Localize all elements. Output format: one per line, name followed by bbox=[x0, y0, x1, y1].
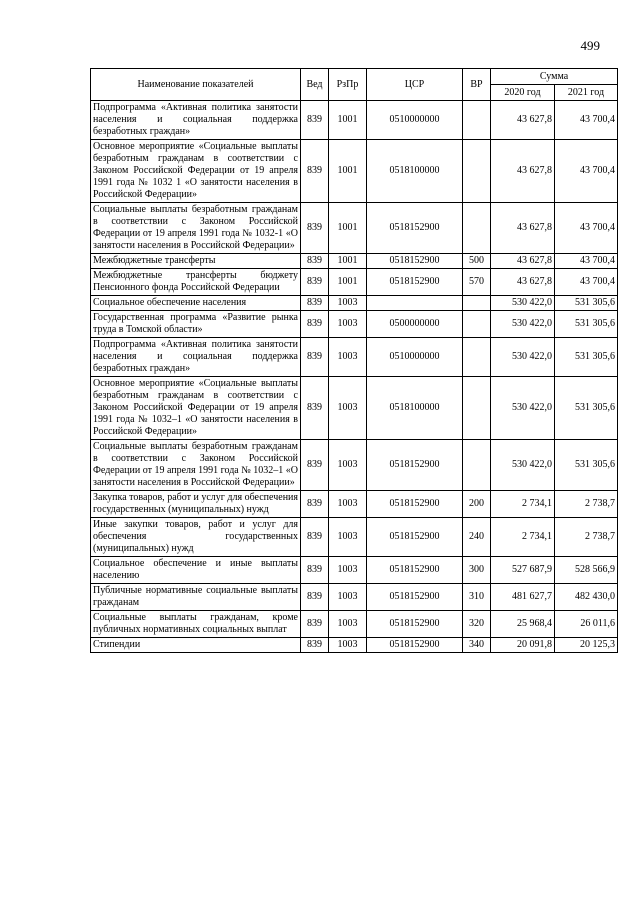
row-csr: 0518152900 bbox=[367, 254, 463, 269]
row-ved: 839 bbox=[301, 140, 329, 203]
page-number: 499 bbox=[580, 38, 600, 53]
row-sum-2020: 530 422,0 bbox=[491, 377, 555, 440]
row-sum-2020: 527 687,9 bbox=[491, 557, 555, 584]
row-vr bbox=[463, 203, 491, 254]
row-name: Стипендии bbox=[91, 638, 301, 653]
row-sum-2021: 528 566,9 bbox=[555, 557, 618, 584]
row-name: Подпрограмма «Активная политика занятости населения и социальная поддержка безработных граждан» bbox=[91, 101, 301, 140]
row-rzpr: 1003 bbox=[329, 491, 367, 518]
row-name: Государственная программа «Развитие рынка труда в Томской области» bbox=[91, 311, 301, 338]
row-name: Межбюджетные трансферты bbox=[91, 254, 301, 269]
row-sum-2020: 530 422,0 bbox=[491, 440, 555, 491]
row-sum-2021: 43 700,4 bbox=[555, 269, 618, 296]
row-ved: 839 bbox=[301, 584, 329, 611]
header-year-2021: 2021 год bbox=[555, 85, 618, 101]
row-sum-2020: 43 627,8 bbox=[491, 269, 555, 296]
row-sum-2020: 25 968,4 bbox=[491, 611, 555, 638]
row-sum-2021: 2 738,7 bbox=[555, 491, 618, 518]
row-vr bbox=[463, 311, 491, 338]
row-name: Закупка товаров, работ и услуг для обеспечения государственных (муниципальных) нужд bbox=[91, 491, 301, 518]
header-rzpr: РзПр bbox=[329, 69, 367, 101]
row-csr bbox=[367, 296, 463, 311]
row-sum-2020: 481 627,7 bbox=[491, 584, 555, 611]
row-name: Социальное обеспечение населения bbox=[91, 296, 301, 311]
row-sum-2020: 43 627,8 bbox=[491, 254, 555, 269]
row-ved: 839 bbox=[301, 638, 329, 653]
table-row bbox=[91, 311, 618, 338]
row-sum-2020: 20 091,8 bbox=[491, 638, 555, 653]
row-vr bbox=[463, 296, 491, 311]
table-body bbox=[91, 101, 618, 653]
row-sum-2021: 531 305,6 bbox=[555, 377, 618, 440]
row-ved: 839 bbox=[301, 557, 329, 584]
row-rzpr: 1003 bbox=[329, 440, 367, 491]
row-ved: 839 bbox=[301, 518, 329, 557]
row-sum-2021: 43 700,4 bbox=[555, 254, 618, 269]
row-name: Иные закупки товаров, работ и услуг для обеспечения государственных (муниципальных) нужд bbox=[91, 518, 301, 557]
row-rzpr: 1003 bbox=[329, 611, 367, 638]
row-rzpr: 1003 bbox=[329, 638, 367, 653]
row-rzpr: 1001 bbox=[329, 254, 367, 269]
table-row bbox=[91, 338, 618, 377]
row-ved: 839 bbox=[301, 311, 329, 338]
row-ved: 839 bbox=[301, 611, 329, 638]
table-row bbox=[91, 269, 618, 296]
row-rzpr: 1003 bbox=[329, 518, 367, 557]
row-rzpr: 1003 bbox=[329, 311, 367, 338]
row-sum-2021: 43 700,4 bbox=[555, 101, 618, 140]
row-name: Социальные выплаты безработным гражданам в соответствии с Законом Российской Федерации от 19 апреля 1991 года № 1032–1 «О занятости населения в Российской Федерации» bbox=[91, 440, 301, 491]
row-sum-2021: 531 305,6 bbox=[555, 338, 618, 377]
row-csr: 0500000000 bbox=[367, 311, 463, 338]
row-csr: 0518152900 bbox=[367, 638, 463, 653]
header-csr: ЦСР bbox=[367, 69, 463, 101]
row-ved: 839 bbox=[301, 203, 329, 254]
row-sum-2020: 43 627,8 bbox=[491, 140, 555, 203]
row-csr: 0518100000 bbox=[367, 377, 463, 440]
table-row bbox=[91, 638, 618, 653]
table-row bbox=[91, 611, 618, 638]
row-rzpr: 1003 bbox=[329, 338, 367, 377]
table-row bbox=[91, 203, 618, 254]
row-ved: 839 bbox=[301, 338, 329, 377]
row-sum-2020: 530 422,0 bbox=[491, 311, 555, 338]
row-name: Основное мероприятие «Социальные выплаты безработным гражданам в соответствии с Законом Российской Федерации от 19 апреля 1991 года № 1032 1 «О занятости населения в Российской Федерации» bbox=[91, 140, 301, 203]
table-row bbox=[91, 440, 618, 491]
row-sum-2021: 26 011,6 bbox=[555, 611, 618, 638]
row-csr: 0518152900 bbox=[367, 518, 463, 557]
table-row bbox=[91, 101, 618, 140]
row-ved: 839 bbox=[301, 377, 329, 440]
row-vr bbox=[463, 440, 491, 491]
row-vr bbox=[463, 101, 491, 140]
row-vr bbox=[463, 377, 491, 440]
row-rzpr: 1003 bbox=[329, 584, 367, 611]
header-sum: Сумма bbox=[491, 69, 618, 85]
row-name: Социальные выплаты безработным гражданам в соответствии с Законом Российской Федерации от 19 апреля 1991 года № 1032‑1 «О занятости населения в Российской Федерации» bbox=[91, 203, 301, 254]
row-sum-2020: 2 734,1 bbox=[491, 491, 555, 518]
row-ved: 839 bbox=[301, 440, 329, 491]
row-sum-2021: 531 305,6 bbox=[555, 296, 618, 311]
row-csr: 0510000000 bbox=[367, 101, 463, 140]
row-vr: 340 bbox=[463, 638, 491, 653]
row-vr: 300 bbox=[463, 557, 491, 584]
row-sum-2020: 530 422,0 bbox=[491, 338, 555, 377]
row-vr bbox=[463, 140, 491, 203]
row-csr: 0518152900 bbox=[367, 557, 463, 584]
row-rzpr: 1001 bbox=[329, 269, 367, 296]
row-rzpr: 1001 bbox=[329, 140, 367, 203]
row-ved: 839 bbox=[301, 269, 329, 296]
row-name: Социальное обеспечение и иные выплаты населению bbox=[91, 557, 301, 584]
row-ved: 839 bbox=[301, 101, 329, 140]
row-name: Публичные нормативные социальные выплаты гражданам bbox=[91, 584, 301, 611]
table-row bbox=[91, 377, 618, 440]
table-row bbox=[91, 296, 618, 311]
row-sum-2021: 43 700,4 bbox=[555, 203, 618, 254]
row-sum-2021: 531 305,6 bbox=[555, 311, 618, 338]
row-rzpr: 1001 bbox=[329, 203, 367, 254]
table-row bbox=[91, 557, 618, 584]
row-name: Основное мероприятие «Социальные выплаты безработным гражданам в соответствии с Законом Российской Федерации от 19 апреля 1991 года № 1032–1 «О занятости населения в Российской Федерации» bbox=[91, 377, 301, 440]
row-sum-2020: 43 627,8 bbox=[491, 203, 555, 254]
row-name: Социальные выплаты гражданам, кроме публичных нормативных социальных выплат bbox=[91, 611, 301, 638]
table-row bbox=[91, 140, 618, 203]
row-sum-2021: 531 305,6 bbox=[555, 440, 618, 491]
row-sum-2021: 20 125,3 bbox=[555, 638, 618, 653]
row-sum-2021: 2 738,7 bbox=[555, 518, 618, 557]
row-csr: 0518152900 bbox=[367, 491, 463, 518]
row-csr: 0510000000 bbox=[367, 338, 463, 377]
header-vr: ВР bbox=[463, 69, 491, 101]
row-sum-2021: 482 430,0 bbox=[555, 584, 618, 611]
table-row bbox=[91, 518, 618, 557]
row-rzpr: 1003 bbox=[329, 377, 367, 440]
row-sum-2020: 43 627,8 bbox=[491, 101, 555, 140]
row-vr bbox=[463, 338, 491, 377]
row-vr: 310 bbox=[463, 584, 491, 611]
header-year-2020: 2020 год bbox=[491, 85, 555, 101]
row-csr: 0518152900 bbox=[367, 203, 463, 254]
row-csr: 0518152900 bbox=[367, 269, 463, 296]
row-ved: 839 bbox=[301, 296, 329, 311]
row-rzpr: 1003 bbox=[329, 557, 367, 584]
row-name: Подпрограмма «Активная политика занятости населения и социальная поддержка безработных граждан» bbox=[91, 338, 301, 377]
row-vr: 320 bbox=[463, 611, 491, 638]
row-sum-2021: 43 700,4 bbox=[555, 140, 618, 203]
row-csr: 0518152900 bbox=[367, 584, 463, 611]
row-csr: 0518152900 bbox=[367, 440, 463, 491]
table-row bbox=[91, 491, 618, 518]
row-csr: 0518152900 bbox=[367, 611, 463, 638]
table-row bbox=[91, 254, 618, 269]
row-ved: 839 bbox=[301, 491, 329, 518]
row-name: Межбюджетные трансферты бюджету Пенсионного фонда Российской Федерации bbox=[91, 269, 301, 296]
row-rzpr: 1003 bbox=[329, 296, 367, 311]
row-sum-2020: 2 734,1 bbox=[491, 518, 555, 557]
budget-table bbox=[90, 68, 618, 653]
row-csr: 0518100000 bbox=[367, 140, 463, 203]
row-sum-2020: 530 422,0 bbox=[491, 296, 555, 311]
row-ved: 839 bbox=[301, 254, 329, 269]
row-vr: 570 bbox=[463, 269, 491, 296]
row-rzpr: 1001 bbox=[329, 101, 367, 140]
table-row bbox=[91, 584, 618, 611]
row-vr: 240 bbox=[463, 518, 491, 557]
row-vr: 500 bbox=[463, 254, 491, 269]
header-ved: Вед bbox=[301, 69, 329, 101]
row-vr: 200 bbox=[463, 491, 491, 518]
header-name: Наименование показателей bbox=[91, 69, 301, 101]
